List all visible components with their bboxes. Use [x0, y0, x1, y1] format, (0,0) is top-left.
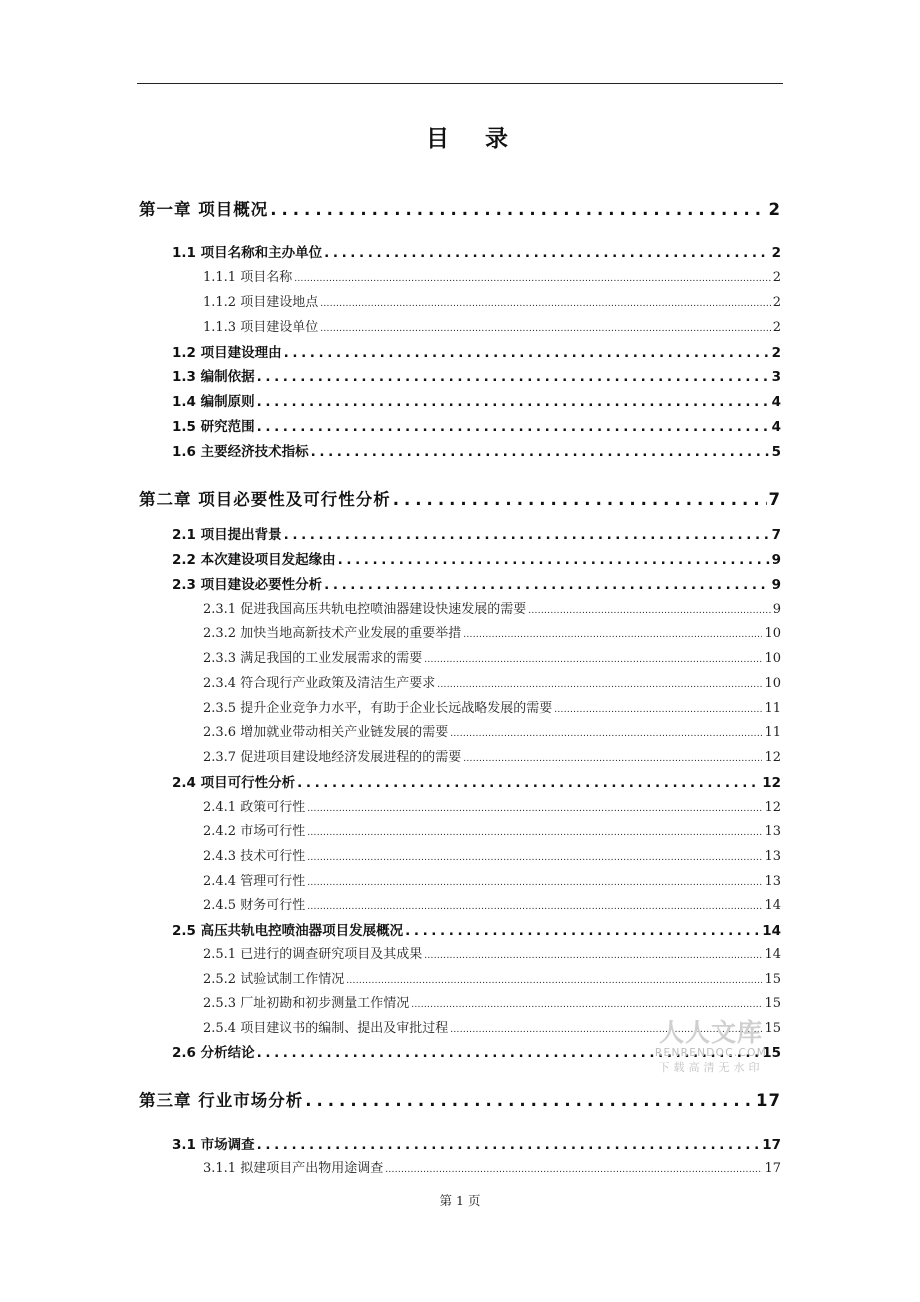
toc-entry-page: 12 [764, 750, 781, 765]
toc-entry-label: 3.1.1 拟建项目产出物用途调查 [203, 1161, 384, 1176]
toc-section-entry[interactable] [172, 573, 781, 593]
toc-leader-dots [424, 951, 762, 961]
toc-leader-dots [307, 878, 762, 888]
toc-section-entry[interactable] [172, 390, 781, 410]
toc-sub-entry[interactable] [203, 968, 781, 987]
toc-leader-dots [338, 552, 770, 568]
toc-entry-page: 9 [771, 552, 781, 568]
toc-section-entry[interactable] [172, 341, 781, 361]
toc-entry-label: 1.5 研究范围 [172, 419, 255, 435]
toc-section-entry[interactable] [172, 1133, 781, 1153]
toc-entry-label: 2.4.5 财务可行性 [203, 898, 306, 913]
toc-section-entry[interactable] [172, 440, 781, 460]
toc-leader-dots [284, 345, 770, 361]
toc-entry-page: 4 [771, 394, 781, 410]
watermark [648, 1013, 774, 1075]
toc-entry-page: 10 [764, 651, 781, 666]
toc-entry-label: 第一章 项目概况 [139, 200, 269, 219]
toc-leader-dots [307, 902, 762, 912]
toc-leader-dots [324, 577, 769, 593]
toc-leader-dots [528, 606, 771, 616]
toc-section-entry[interactable] [172, 365, 781, 385]
toc-entry-label: 2.3.7 促进项目建设地经济发展进程的的需要 [203, 750, 462, 765]
toc-entry-page: 2 [772, 270, 781, 285]
toc-entry-page: 2 [771, 245, 781, 261]
toc-chapter-entry[interactable] [139, 196, 781, 220]
toc-sub-entry[interactable] [203, 845, 781, 864]
toc-sub-entry[interactable] [203, 672, 781, 691]
toc-entry-page: 17 [764, 1161, 781, 1176]
toc-entry-page: 12 [762, 775, 781, 791]
toc-entry-page: 11 [764, 701, 781, 716]
toc-sub-entry[interactable] [203, 820, 781, 839]
toc-entry-page: 10 [764, 626, 781, 641]
toc-entry-page: 12 [764, 800, 781, 815]
toc-sub-entry[interactable] [203, 870, 781, 889]
toc-chapter-entry[interactable] [139, 486, 781, 510]
toc-leader-dots [405, 923, 760, 939]
toc-entry-page: 2 [768, 200, 781, 219]
toc-sub-entry[interactable] [203, 622, 781, 641]
toc-leader-dots [257, 419, 770, 435]
toc-entry-label: 1.4 编制原则 [172, 394, 255, 410]
toc-sub-entry[interactable] [203, 316, 781, 335]
toc-sub-entry[interactable] [203, 697, 781, 716]
toc-sub-entry[interactable] [203, 992, 781, 1011]
toc-entry-label: 2.5.3 厂址初勘和初步测量工作情况 [203, 996, 410, 1011]
toc-section-entry[interactable] [172, 241, 781, 261]
toc-entry-label: 2.3.4 符合现行产业政策及清洁生产要求 [203, 676, 436, 691]
toc-chapter-entry[interactable] [139, 1087, 781, 1111]
toc-entry-label: 2.6 分析结论 [172, 1045, 255, 1061]
toc-leader-dots [324, 245, 769, 261]
toc-entry-label: 2.3.6 增加就业带动相关产业链发展的需要 [203, 725, 449, 740]
toc-entry-label: 2.1 项目提出背景 [172, 527, 282, 543]
toc-entry-label: 2.3.1 促进我国高压共轨电控喷油器建设快速发展的需要 [203, 602, 527, 617]
toc-entry-label: 1.1 项目名称和主办单位 [172, 245, 323, 261]
toc-entry-label: 1.6 主要经济技术指标 [172, 444, 309, 460]
toc-leader-dots [437, 680, 762, 690]
toc-entry-page: 7 [771, 527, 781, 543]
toc-entry-page: 13 [764, 824, 781, 839]
toc-sub-entry[interactable] [203, 943, 781, 962]
toc-leader-dots [346, 976, 762, 986]
toc-entry-label: 1.3 编制依据 [172, 369, 255, 385]
toc-leader-dots [257, 1137, 761, 1153]
toc-entry-page: 2 [772, 295, 781, 310]
toc-sub-entry[interactable] [203, 647, 781, 666]
toc-entry-page: 9 [771, 577, 781, 593]
toc-entry-page: 4 [771, 419, 781, 435]
toc-entry-label: 2.4.3 技术可行性 [203, 849, 306, 864]
watermark-logo: 人人文库 [658, 1018, 763, 1047]
toc-entry-page: 7 [768, 490, 781, 509]
toc-entry-label: 2.3.5 提升企业竞争力水平，有助于企业长远战略发展的需要 [203, 701, 553, 716]
toc-leader-dots [307, 853, 762, 863]
watermark-tagline: 下载高清无水印 [658, 1061, 764, 1074]
toc-entry-label: 1.1.3 项目建设单位 [203, 320, 319, 335]
toc-entry-page: 15 [764, 972, 781, 987]
toc-entry-page: 5 [771, 444, 781, 460]
toc-leader-dots [450, 729, 762, 739]
toc-entry-page: 13 [764, 874, 781, 889]
toc-leader-dots [294, 274, 771, 284]
toc-leader-dots [320, 324, 771, 334]
toc-leader-dots [320, 299, 771, 309]
toc-leader-dots [411, 1000, 762, 1010]
toc-leader-dots [385, 1165, 762, 1175]
toc-entry-label: 2.4.2 市场可行性 [203, 824, 306, 839]
toc-leader-dots [554, 705, 762, 715]
toc-sub-entry[interactable] [203, 796, 781, 815]
toc-leader-dots [270, 200, 766, 219]
toc-leader-dots [424, 655, 762, 665]
toc-entry-page: 14 [764, 947, 781, 962]
toc-leader-dots [463, 630, 762, 640]
page-title: 目 录 [425, 126, 522, 152]
toc-entry-label: 第三章 行业市场分析 [139, 1091, 304, 1110]
toc-entry-label: 2.4.1 政策可行性 [203, 800, 306, 815]
toc-entry-label: 2.3.2 加快当地高新技术产业发展的重要举措 [203, 626, 462, 641]
toc-section-entry[interactable] [172, 771, 781, 791]
toc-entry-label: 2.4 项目可行性分析 [172, 775, 296, 791]
toc-leader-dots [257, 394, 770, 410]
toc-leader-dots [393, 490, 767, 509]
toc-section-entry[interactable] [172, 548, 781, 568]
toc-entry-label: 2.3 项目建设必要性分析 [172, 577, 323, 593]
toc-entry-page: 13 [764, 849, 781, 864]
toc-sub-entry[interactable] [203, 1157, 781, 1176]
toc-entry-page: 14 [762, 923, 781, 939]
toc-entry-page: 17 [762, 1137, 781, 1153]
toc-sub-entry[interactable] [203, 746, 781, 765]
toc-section-entry[interactable] [172, 523, 781, 543]
toc-entry-page: 15 [764, 996, 781, 1011]
toc-section-entry[interactable] [172, 415, 781, 435]
toc-leader-dots [307, 804, 762, 814]
toc-entry-page: 2 [772, 320, 781, 335]
toc-leader-dots [305, 1091, 754, 1110]
toc-entry-page: 9 [772, 602, 781, 617]
toc-sub-entry[interactable] [203, 291, 781, 310]
toc-entry-label: 2.5.2 试验试制工作情况 [203, 972, 345, 987]
toc-entry-page: 17 [756, 1091, 781, 1110]
toc-entry-label: 2.5.4 项目建议书的编制、提出及审批过程 [203, 1021, 449, 1036]
toc-entry-page: 14 [764, 898, 781, 913]
toc-sub-entry[interactable] [203, 721, 781, 740]
toc-entry-label: 2.5.1 已进行的调查研究项目及其成果 [203, 947, 423, 962]
toc-section-entry[interactable] [172, 919, 781, 939]
toc-entry-label: 2.2 本次建设项目发起缘由 [172, 552, 336, 568]
toc-leader-dots [297, 775, 760, 791]
page-footer: 第 1 页 [439, 1193, 481, 1208]
toc-entry-page: 3 [771, 369, 781, 385]
toc-entry-label: 1.2 项目建设理由 [172, 345, 282, 361]
toc-sub-entry[interactable] [203, 894, 781, 913]
toc-entry-label: 1.1.1 项目名称 [203, 270, 293, 285]
toc-leader-dots [257, 369, 770, 385]
toc-entry-label: 3.1 市场调查 [172, 1137, 255, 1153]
toc-leader-dots [284, 527, 770, 543]
toc-entry-label: 2.3.3 满足我国的工业发展需求的需要 [203, 651, 423, 666]
toc-entry-label: 第二章 项目必要性及可行性分析 [139, 490, 391, 509]
toc-entry-page: 11 [764, 725, 781, 740]
toc-entry-page: 15 [764, 1021, 781, 1036]
toc-leader-dots [311, 444, 770, 460]
toc-entry-page: 2 [771, 345, 781, 361]
toc-entry-page: 15 [762, 1045, 781, 1061]
toc-entry-label: 1.1.2 项目建设地点 [203, 295, 319, 310]
toc-sub-entry[interactable] [203, 266, 781, 285]
toc-sub-entry[interactable] [203, 598, 781, 617]
toc-leader-dots [463, 754, 762, 764]
toc-entry-label: 2.4.4 管理可行性 [203, 874, 306, 889]
watermark-url: RENRENDOC.COM [654, 1047, 768, 1059]
toc-entry-label: 2.5 高压共轨电控喷油器项目发展概况 [172, 923, 404, 939]
toc-entry-page: 10 [764, 676, 781, 691]
toc-leader-dots [307, 828, 762, 838]
